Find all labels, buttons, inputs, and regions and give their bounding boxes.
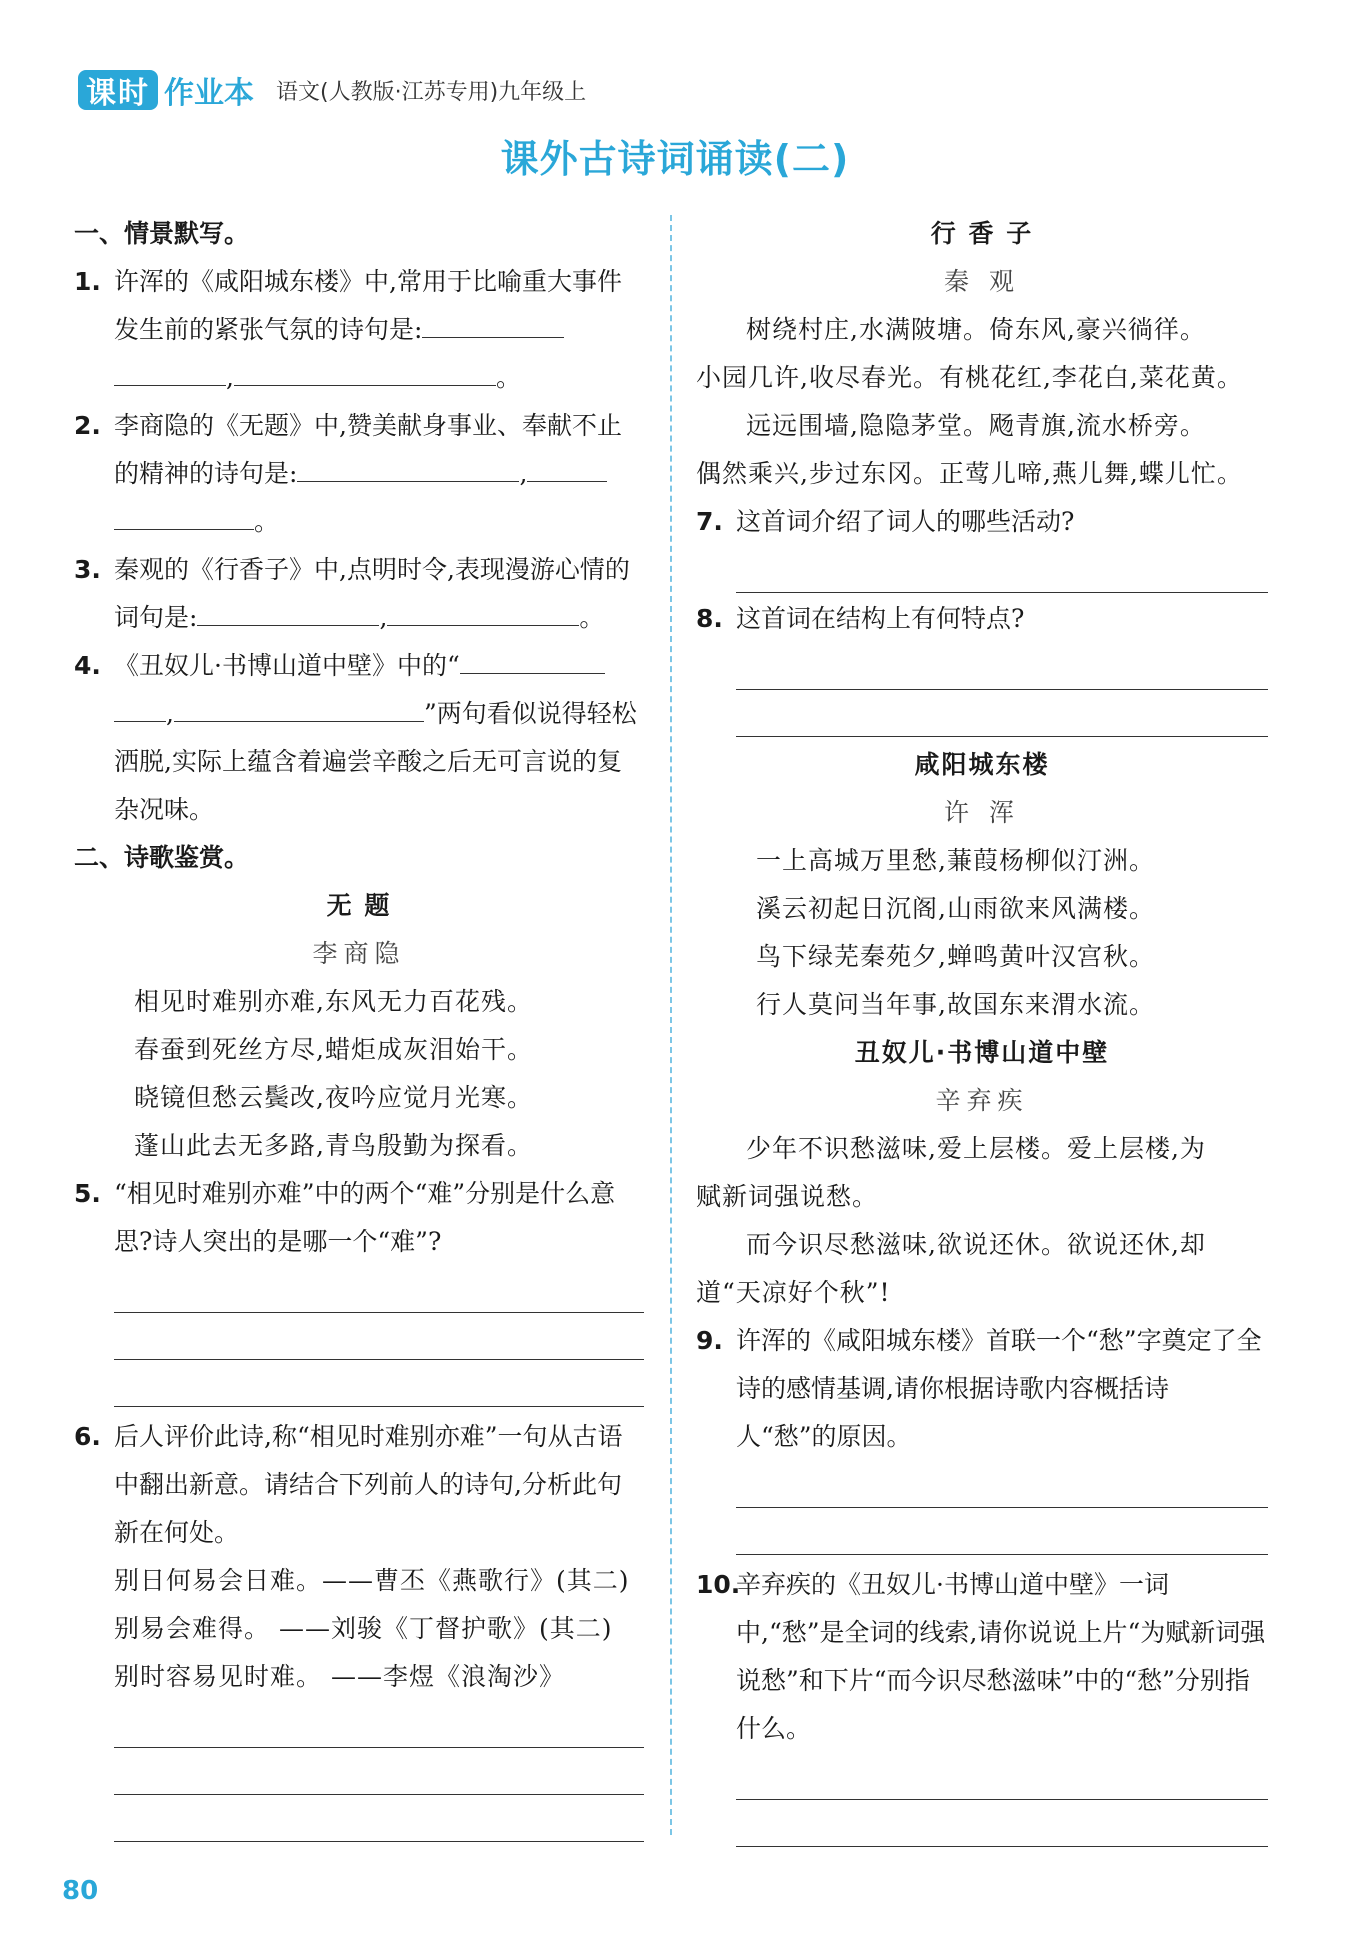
question-text: 李商隐的《无题》中,赞美献身事业、奉献不止的精神的诗句是: (114, 411, 622, 488)
answer-line[interactable] (114, 1313, 644, 1360)
section-heading-dictation: 一、情景默写。 (74, 219, 250, 248)
answer-line[interactable] (736, 643, 1268, 690)
answer-blank[interactable] (297, 451, 519, 482)
question-number: 2. (74, 411, 101, 440)
poem-line: 偶然乘兴,步过东冈。正莺儿啼,燕儿舞,蝶儿忙。 (696, 459, 1243, 488)
poem-line: 春蚕到死丝方尽,蜡炬成灰泪始干。 (134, 1035, 533, 1064)
question-3: 3. 秦观的《行香子》中,点明时令,表现漫游心情的词句是: , 。 (74, 546, 644, 642)
page-header (78, 68, 586, 112)
answer-line[interactable] (736, 1461, 1268, 1508)
poem-title: 行 香 子 (930, 219, 1034, 248)
answer-blank[interactable] (174, 691, 424, 722)
poem-line: 而今识尽愁滋味,欲说还休。欲说还休,却 (746, 1230, 1206, 1259)
question-text: “相见时难别亦难”中的两个“难”分别是什么意思?诗人突出的是哪一个“难”? (114, 1179, 616, 1256)
answer-blank[interactable] (114, 691, 166, 722)
poem-line: 一上高城万里愁,蒹葭杨柳似汀洲。 (756, 846, 1155, 875)
reference-quote: 别易会难得。 ——刘骏《丁督护歌》(其二) (114, 1614, 613, 1643)
answer-line[interactable] (114, 1795, 644, 1842)
answer-line[interactable] (736, 1800, 1268, 1847)
answer-line[interactable] (736, 1508, 1268, 1555)
answer-blank[interactable] (197, 595, 379, 626)
question-2: 2. 李商隐的《无题》中,赞美献身事业、奉献不止的精神的诗句是: , 。 (74, 402, 644, 546)
question-text: ”两句看似说得轻松洒脱,实际上蕴含着遍尝辛酸之后无可言说的复杂况味。 (114, 699, 637, 824)
question-text: 辛弃疾的《丑奴儿·书博山道中壁》一词中,“愁”是全词的线索,请你说说上片“为赋新词强说愁”和下片“而今识尽愁滋味”中的“愁”分别指什么。 (736, 1570, 1266, 1743)
answer-blank[interactable] (422, 307, 564, 338)
poem-author: 秦 观 (944, 267, 1020, 296)
reference-quote: 别日何易会日难。——曹丕《燕歌行》(其二) (114, 1566, 630, 1595)
question-4: 4. 《丑奴儿·书博山道中壁》中的“ , ”两句看似说得轻松洒脱,实际上蕴含着遍尝辛酸之后无可言说的复杂况味。 (74, 642, 644, 834)
poem-line: 相见时难别亦难,东风无力百花残。 (134, 987, 533, 1016)
question-text: 后人评价此诗,称“相见时难别亦难”一句从古语中翻出新意。请结合下列前人的诗句,分析此句新在何处。 (114, 1422, 623, 1547)
poem-line: 少年不识愁滋味,爱上层楼。爱上层楼,为 (746, 1134, 1206, 1163)
question-number: 10. (696, 1570, 741, 1599)
left-column (74, 210, 644, 1842)
answer-line[interactable] (736, 546, 1268, 593)
right-column (696, 210, 1268, 1847)
answer-line[interactable] (736, 1753, 1268, 1800)
question-text: 这首词介绍了词人的哪些活动? (736, 507, 1075, 536)
column-divider (670, 215, 672, 1835)
poem-author: 辛弃疾 (935, 1086, 1029, 1115)
brand-logo-box: 课时 (78, 70, 158, 110)
question-1: 1. 许浑的《咸阳城东楼》中,常用于比喻重大事件发生前的紧张气氛的诗句是: , 。 (74, 258, 644, 402)
answer-line[interactable] (736, 690, 1268, 737)
answer-line[interactable] (114, 1266, 644, 1313)
book-info: 语文(人教版·江苏专用)九年级上 (276, 79, 587, 105)
poem-line: 远远围墙,隐隐茅堂。飏青旗,流水桥旁。 (746, 411, 1206, 440)
section-heading-appreciation: 二、诗歌鉴赏。 (74, 843, 250, 872)
question-number: 3. (74, 555, 101, 584)
poem-line: 蓬山此去无多路,青鸟殷勤为探看。 (134, 1131, 533, 1160)
question-number: 1. (74, 267, 101, 296)
question-10 (696, 1561, 1268, 1753)
question-number: 7. (696, 507, 723, 536)
question-5 (74, 1170, 644, 1266)
poem-line: 道“天凉好个秋”! (696, 1278, 891, 1307)
question-6 (74, 1413, 644, 1557)
answer-line[interactable] (114, 1360, 644, 1407)
poem-line: 晓镜但愁云鬓改,夜吟应觉月光寒。 (134, 1083, 533, 1112)
poem-title: 咸阳城东楼 (914, 750, 1050, 779)
reference-quote: 别时容易见时难。 ——李煜《浪淘沙》 (114, 1662, 565, 1691)
question-text: 许浑的《咸阳城东楼》首联一个“愁”字奠定了全诗的感情基调,请你根据诗歌内容概括诗人“愁”的原因。 (736, 1326, 1262, 1451)
answer-blank[interactable] (114, 499, 254, 530)
question-8 (696, 595, 1268, 643)
question-number: 4. (74, 651, 101, 680)
poem-line: 树绕村庄,水满陂塘。倚东风,豪兴徜徉。 (746, 315, 1206, 344)
poem-line: 溪云初起日沉阁,山雨欲来风满楼。 (756, 894, 1155, 923)
answer-blank[interactable] (527, 451, 607, 482)
poem-title: 丑奴儿·书博山道中壁 (854, 1038, 1110, 1067)
poem-line: 赋新词强说愁。 (696, 1182, 879, 1211)
question-number: 5. (74, 1179, 101, 1208)
brand-logo-text: 作业本 (164, 76, 254, 111)
answer-line[interactable] (114, 1701, 644, 1748)
question-number: 6. (74, 1422, 101, 1451)
poem-line: 小园几许,收尽春光。有桃花红,李花白,菜花黄。 (696, 363, 1243, 392)
page-title: 课外古诗词诵读(二) (500, 137, 850, 181)
answer-blank[interactable] (114, 355, 226, 386)
page-number: 80 (62, 1876, 99, 1906)
answer-blank[interactable] (387, 595, 579, 626)
poem-author: 李商隐 (312, 939, 406, 968)
question-number: 9. (696, 1326, 723, 1355)
answer-line[interactable] (114, 1748, 644, 1795)
answer-blank[interactable] (234, 355, 496, 386)
question-7 (696, 498, 1268, 546)
question-9 (696, 1317, 1268, 1461)
answer-blank[interactable] (460, 643, 605, 674)
poem-author: 许 浑 (944, 798, 1020, 827)
poem-title: 无 题 (326, 891, 392, 920)
question-text: 许浑的《咸阳城东楼》中,常用于比喻重大事件发生前的紧张气氛的诗句是: (114, 267, 622, 344)
question-number: 8. (696, 604, 723, 633)
question-text: 《丑奴儿·书博山道中壁》中的“ (114, 651, 460, 680)
question-text: 秦观的《行香子》中,点明时令,表现漫游心情的词句是: (114, 555, 630, 632)
poem-line: 行人莫问当年事,故国东来渭水流。 (756, 990, 1155, 1019)
question-text: 这首词在结构上有何特点? (736, 604, 1025, 633)
poem-line: 鸟下绿芜秦苑夕,蝉鸣黄叶汉宫秋。 (756, 942, 1155, 971)
